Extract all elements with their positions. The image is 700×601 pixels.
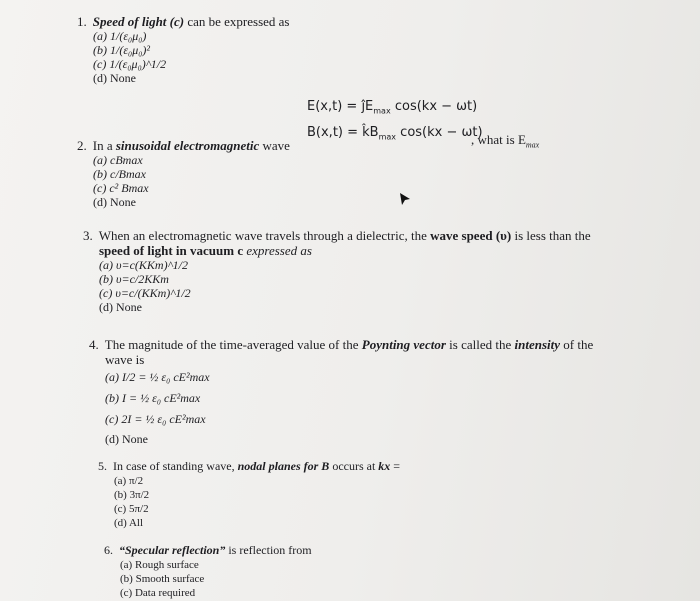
formula-b-tail: cos(kx − ωt) bbox=[400, 125, 483, 140]
formula-b-main: B(x,t) = k̂B bbox=[307, 125, 379, 140]
option-c: (c) 5π/2 bbox=[114, 503, 149, 515]
question-4-line-1 bbox=[89, 337, 649, 352]
option-a: (a) I/2 = ½ ε₀ cE²max bbox=[105, 370, 210, 384]
question-5-keyword-2: kx bbox=[378, 459, 391, 473]
question-number: 6. bbox=[104, 543, 113, 557]
question-5-stem bbox=[98, 459, 498, 474]
question-2-stem bbox=[77, 138, 317, 153]
question-3-keyword-2: speed of light in vacuum c bbox=[99, 243, 244, 258]
option-d: (d) All bbox=[114, 517, 144, 529]
formula-b-sub: max bbox=[378, 132, 397, 142]
question-number: 3. bbox=[83, 228, 93, 243]
question-number: 1. bbox=[77, 14, 87, 29]
question-2-tail-text: , what is E bbox=[471, 132, 526, 147]
option-c: (c) 1/(ε₀μ₀)^1/2 bbox=[93, 57, 167, 71]
option-a: (a) cBmax bbox=[93, 153, 143, 167]
question-5-keyword: nodal planes for B bbox=[237, 459, 330, 473]
formula-magnetic-field bbox=[307, 122, 483, 149]
option-b: (b) 1/(ε₀μ₀)² bbox=[93, 43, 151, 57]
question-3 bbox=[83, 228, 643, 314]
option-d: (d) None bbox=[93, 71, 136, 85]
option-d: (d) None bbox=[105, 432, 148, 446]
question-3-text-post: is less than the bbox=[514, 228, 591, 243]
question-4-line-2: wave is bbox=[105, 352, 145, 367]
option-a: (a) π/2 bbox=[114, 475, 144, 487]
option-b: (b) Smooth surface bbox=[120, 573, 205, 585]
formula-electric-field bbox=[307, 96, 477, 123]
question-4-keyword-2: intensity bbox=[514, 337, 561, 352]
formula-e-sub: max bbox=[373, 106, 391, 116]
option-c: (c) υ=c/(KKm)^1/2 bbox=[99, 286, 191, 300]
option-c: (c) c² Bmax bbox=[93, 181, 149, 195]
option-b: (b) υ=c/2KKm bbox=[99, 272, 169, 286]
option-b: (b) c/Bmax bbox=[93, 167, 146, 181]
option-c: (c) 2I = ½ ε₀ cE²max bbox=[105, 412, 206, 426]
question-6-text-post: is reflection from bbox=[228, 543, 312, 557]
question-1-stem bbox=[77, 14, 397, 29]
question-2-text-post: wave bbox=[262, 138, 290, 153]
question-2-tail-sub: max bbox=[525, 140, 540, 150]
question-number: 2. bbox=[77, 138, 87, 153]
question-5 bbox=[98, 459, 498, 530]
question-3-text-pre: When an electromagnetic wave travels through a dielectric, the bbox=[98, 228, 427, 243]
option-b: (b) I = ½ ε₀ cE²max bbox=[105, 391, 201, 405]
question-3-keyword: wave speed (υ) bbox=[430, 228, 512, 243]
option-d: (d) None bbox=[99, 300, 142, 314]
option-b: (b) 3π/2 bbox=[114, 489, 150, 501]
question-1-keyword: Speed of light (c) bbox=[92, 14, 185, 29]
question-1 bbox=[77, 14, 397, 85]
question-4-text-pre: The magnitude of the time-averaged value of the bbox=[104, 337, 359, 352]
question-4-keyword: Poynting vector bbox=[361, 337, 446, 352]
option-a: (a) Rough surface bbox=[120, 559, 199, 571]
question-2-tail bbox=[471, 132, 539, 153]
question-2-keyword: sinusoidal electromagnetic bbox=[115, 138, 260, 153]
question-2-text-pre: In a bbox=[92, 138, 113, 153]
question-5-text-post: occurs at bbox=[332, 459, 376, 473]
question-number: 4. bbox=[89, 337, 99, 352]
question-number: 5. bbox=[98, 459, 107, 473]
question-2 bbox=[77, 138, 317, 209]
option-a: (a) υ=c(KKm)^1/2 bbox=[99, 258, 188, 272]
question-5-text-pre: In case of standing wave, bbox=[113, 459, 235, 473]
formula-e-tail: cos(kx − ωt) bbox=[394, 99, 478, 114]
formula-e-main: E(x,t) = ĵE bbox=[307, 99, 374, 114]
option-a: (a) 1/(ε₀μ₀) bbox=[93, 29, 147, 43]
option-c: (c) Data required bbox=[120, 587, 196, 599]
question-3-line-1 bbox=[83, 228, 643, 243]
question-3-text-2: expressed as bbox=[246, 243, 312, 258]
question-6 bbox=[104, 543, 504, 600]
question-3-line-2 bbox=[83, 243, 643, 258]
question-1-text: can be expressed as bbox=[187, 14, 290, 29]
question-4-text-post: of the bbox=[563, 337, 594, 352]
question-6-stem bbox=[104, 543, 504, 558]
question-6-keyword: “Specular reflection” bbox=[119, 543, 226, 557]
option-d: (d) None bbox=[93, 195, 136, 209]
question-5-text-end: = bbox=[393, 459, 401, 473]
question-4-text-mid: is called the bbox=[449, 337, 512, 352]
mouse-cursor-icon bbox=[399, 192, 411, 206]
question-4 bbox=[89, 337, 649, 448]
